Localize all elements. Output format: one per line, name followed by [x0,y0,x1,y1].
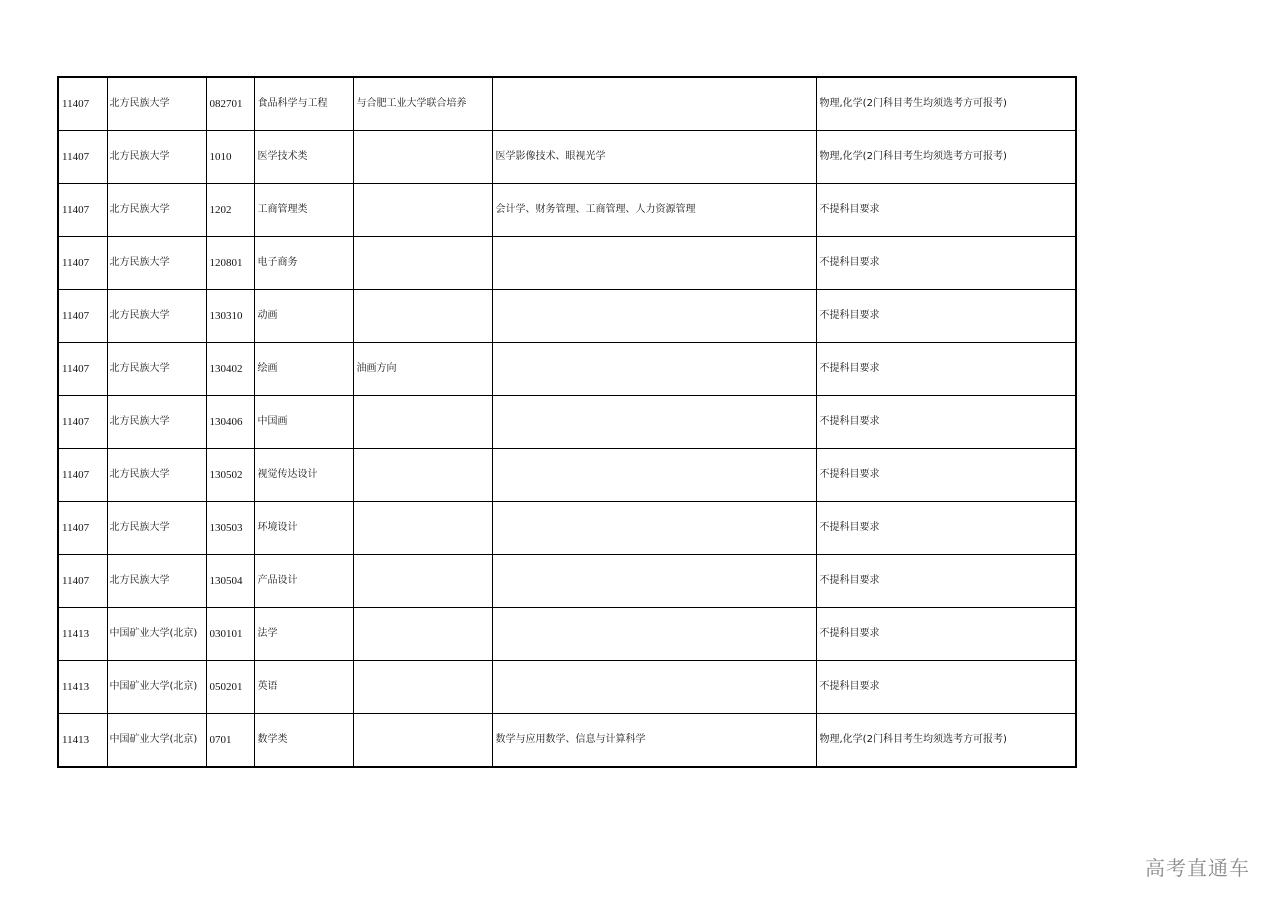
table-row [58,502,1076,555]
institution-code-cell: 11407 [58,237,107,290]
subject-requirement-cell: 不提科目要求 [816,290,1076,343]
major-name-cell: 英语 [254,661,353,714]
table-row [58,131,1076,184]
major-name-cell: 视觉传达设计 [254,449,353,502]
university-name-cell: 北方民族大学 [107,396,206,449]
table-row [58,608,1076,661]
table-row [58,661,1076,714]
institution-code-cell: 11413 [58,661,107,714]
table-row [58,555,1076,608]
institution-code-cell: 11413 [58,608,107,661]
major-note-cell [353,555,492,608]
institution-code-cell: 11407 [58,449,107,502]
major-name-cell: 绘画 [254,343,353,396]
major-note-cell [353,714,492,768]
institution-code-cell: 11407 [58,343,107,396]
included-majors-cell [492,608,816,661]
major-note-cell [353,661,492,714]
included-majors-cell [492,502,816,555]
major-code-cell: 130402 [206,343,254,396]
major-note-cell: 与合肥工业大学联合培养 [353,77,492,131]
subject-requirement-cell: 物理,化学(2门科目考生均须选考方可报考) [816,77,1076,131]
university-name-cell: 北方民族大学 [107,290,206,343]
major-note-cell [353,290,492,343]
included-majors-cell: 数学与应用数学、信息与计算科学 [492,714,816,768]
major-code-cell: 130406 [206,396,254,449]
major-note-cell [353,184,492,237]
subject-requirement-cell: 物理,化学(2门科目考生均须选考方可报考) [816,131,1076,184]
table-row [58,396,1076,449]
major-code-cell: 130504 [206,555,254,608]
major-code-cell: 1010 [206,131,254,184]
table-body [58,77,1076,767]
major-code-cell: 120801 [206,237,254,290]
subject-requirement-cell: 不提科目要求 [816,396,1076,449]
institution-code-cell: 11407 [58,77,107,131]
university-name-cell: 北方民族大学 [107,555,206,608]
institution-code-cell: 11413 [58,714,107,768]
major-note-cell [353,608,492,661]
major-code-cell: 082701 [206,77,254,131]
university-name-cell: 中国矿业大学(北京) [107,661,206,714]
subject-requirement-cell: 不提科目要求 [816,184,1076,237]
included-majors-cell [492,343,816,396]
institution-code-cell: 11407 [58,290,107,343]
institution-code-cell: 11407 [58,131,107,184]
included-majors-cell: 会计学、财务管理、工商管理、人力资源管理 [492,184,816,237]
subject-requirement-cell: 物理,化学(2门科目考生均须选考方可报考) [816,714,1076,768]
included-majors-cell [492,77,816,131]
subject-requirement-cell: 不提科目要求 [816,449,1076,502]
major-name-cell: 法学 [254,608,353,661]
major-code-cell: 130502 [206,449,254,502]
university-name-cell: 北方民族大学 [107,184,206,237]
major-note-cell [353,502,492,555]
institution-code-cell: 11407 [58,502,107,555]
table-row [58,184,1076,237]
subject-requirement-cell: 不提科目要求 [816,502,1076,555]
institution-code-cell: 11407 [58,184,107,237]
table-row [58,77,1076,131]
university-name-cell: 中国矿业大学(北京) [107,714,206,768]
subject-requirement-cell: 不提科目要求 [816,237,1076,290]
major-note-cell [353,237,492,290]
major-name-cell: 食品科学与工程 [254,77,353,131]
major-note-cell [353,396,492,449]
university-name-cell: 北方民族大学 [107,237,206,290]
major-note-cell [353,131,492,184]
major-code-cell: 130503 [206,502,254,555]
university-name-cell: 北方民族大学 [107,502,206,555]
major-code-cell: 1202 [206,184,254,237]
university-name-cell: 北方民族大学 [107,131,206,184]
institution-code-cell: 11407 [58,396,107,449]
major-code-cell: 130310 [206,290,254,343]
subject-requirements-table [57,76,1077,768]
major-name-cell: 电子商务 [254,237,353,290]
included-majors-cell [492,290,816,343]
included-majors-cell [492,555,816,608]
subject-requirement-cell: 不提科目要求 [816,608,1076,661]
included-majors-cell [492,396,816,449]
table-row [58,237,1076,290]
university-name-cell: 北方民族大学 [107,449,206,502]
table-row [58,714,1076,768]
major-code-cell: 030101 [206,608,254,661]
major-code-cell: 050201 [206,661,254,714]
included-majors-cell [492,661,816,714]
subject-requirement-cell: 不提科目要求 [816,661,1076,714]
major-name-cell: 动画 [254,290,353,343]
table-row [58,290,1076,343]
major-name-cell: 工商管理类 [254,184,353,237]
university-name-cell: 中国矿业大学(北京) [107,608,206,661]
subject-requirement-cell: 不提科目要求 [816,343,1076,396]
university-name-cell: 北方民族大学 [107,343,206,396]
table-row [58,343,1076,396]
table-row [58,449,1076,502]
major-name-cell: 数学类 [254,714,353,768]
watermark-logo-text: 高考直通车 [1145,856,1250,880]
major-note-cell [353,449,492,502]
included-majors-cell: 医学影像技术、眼视光学 [492,131,816,184]
included-majors-cell [492,449,816,502]
major-name-cell: 中国画 [254,396,353,449]
major-name-cell: 产品设计 [254,555,353,608]
included-majors-cell [492,237,816,290]
institution-code-cell: 11407 [58,555,107,608]
major-code-cell: 0701 [206,714,254,768]
major-name-cell: 医学技术类 [254,131,353,184]
major-name-cell: 环境设计 [254,502,353,555]
subject-requirement-cell: 不提科目要求 [816,555,1076,608]
major-note-cell: 油画方向 [353,343,492,396]
university-name-cell: 北方民族大学 [107,77,206,131]
